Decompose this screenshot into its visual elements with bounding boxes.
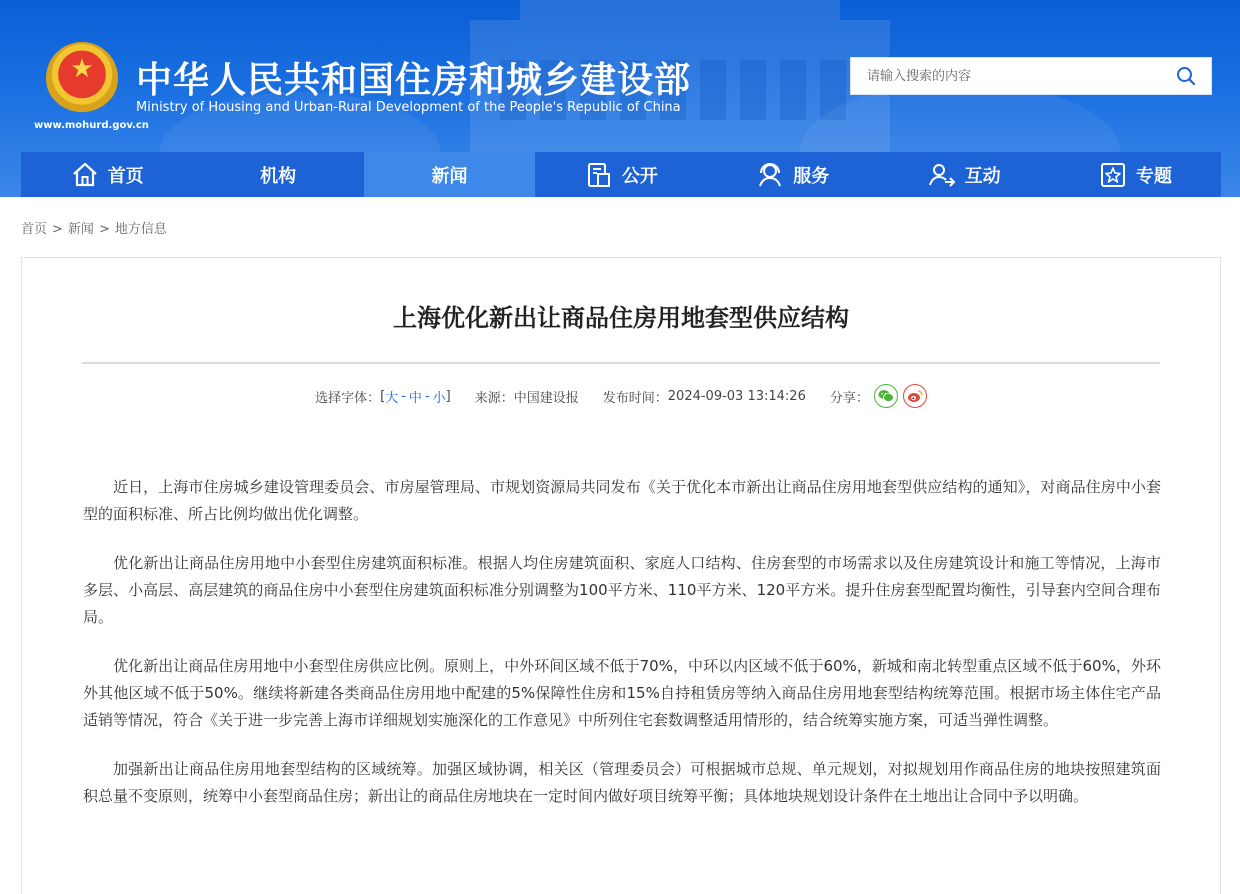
font-size-bracket-open: [: [380, 388, 386, 404]
weibo-icon[interactable]: [903, 384, 927, 408]
search-box: [850, 57, 1212, 95]
nav-label: 公开: [621, 165, 658, 187]
nav-item-news[interactable]: [364, 152, 535, 197]
article-body: [83, 474, 1161, 832]
breadcrumb: [21, 218, 167, 237]
breadcrumb-separator: >: [52, 222, 63, 237]
article-paragraph: 优化新出让商品住房用地中小套型住房供应比例。原则上，中外环间区域不低于70%，中环以内区域不低于60%，新城和南北转型重点区域不低于60%，外环外其他区域不低于50%。继续将新建各类商品住房用地中配建的5%保障性住房和15%自持租赁房等纳入商品住房用地套型结构统筹范围。根据市场主体住宅产品适销等情况，符合《关于进一步完善上海市详细规划实施深化的工作意见》中所列住宅套数调整适用情形的，结合统筹实施方案，可适当弹性调整。: [83, 657, 1161, 729]
share-label: 分享：: [829, 390, 869, 406]
main-nav: [21, 152, 1221, 197]
national-emblem-icon: ★: [46, 42, 118, 114]
nav-label: 专题: [1136, 165, 1173, 187]
nav-item-open[interactable]: [535, 152, 706, 197]
site-title: 中华人民共和国住房和城乡建设部: [136, 60, 692, 101]
article-meta: [22, 384, 1220, 408]
nav-label: 首页: [107, 165, 144, 187]
breadcrumb-local-info[interactable]: 地方信息: [114, 222, 167, 237]
font-large-button[interactable]: 大: [385, 390, 399, 406]
breadcrumb-news[interactable]: 新闻: [67, 222, 94, 237]
document-icon: [584, 160, 614, 190]
nav-label: 互动: [964, 165, 1001, 187]
article-paragraph: 近日，上海市住房城乡建设管理委员会、市房屋管理局、市规划资源局共同发布《关于优化本市新出让商品住房用地套型供应结构的通知》，对商品住房中小套型的面积标准、所占比例均做出优化调整。: [83, 478, 1161, 523]
star-box-icon: [1098, 160, 1128, 190]
title-divider: [82, 362, 1160, 364]
share-bar: [830, 384, 927, 408]
search-input[interactable]: [851, 58, 1161, 94]
nav-item-org[interactable]: [192, 152, 363, 197]
site-url: www.mohurd.gov.cn: [34, 120, 149, 131]
nav-item-home[interactable]: [21, 152, 192, 197]
home-icon: [70, 160, 100, 190]
source-label: 来源：: [474, 390, 514, 406]
font-size-bracket-close: ]: [445, 388, 451, 404]
article-source: [475, 387, 579, 406]
wechat-icon[interactable]: [874, 384, 898, 408]
article-title: 上海优化新出让商品住房用地套型供应结构: [393, 304, 849, 332]
publish-time-label: 发布时间：: [602, 390, 668, 406]
source-value: 中国建设报: [513, 390, 579, 406]
article-paragraph: 加强新出让商品住房用地套型结构的区域统筹。加强区域协调，相关区（管理委员会）可根据城市总规、单元规划，对拟规划用作商品住房的地块按照建筑面积总量不变原则，统筹中小套型商品住房；新出让的商品住房地块在一定时间内做好项目统筹平衡；具体地块规划设计条件在土地出让合同中予以明确。: [83, 760, 1161, 805]
search-button[interactable]: [1161, 58, 1211, 94]
nav-item-topics[interactable]: [1049, 152, 1220, 197]
article-container: [21, 257, 1221, 894]
breadcrumb-separator: >: [98, 222, 110, 237]
nav-item-interact[interactable]: [878, 152, 1049, 197]
font-size-label: 选择字体：: [315, 390, 381, 406]
interact-icon: [927, 160, 957, 190]
site-logo[interactable]: [34, 42, 149, 132]
publish-time-value: 2024-09-03 13:14:26: [667, 388, 806, 404]
nav-label: 新闻: [431, 165, 468, 187]
service-icon: [755, 160, 785, 190]
article-paragraph: 优化新出让商品住房用地中小套型住房建筑面积标准。根据人均住房建筑面积、家庭人口结构、住房套型的市场需求以及住房建筑设计和施工等情况，上海市多层、小高层、高层建筑的商品住房中小套型住房建筑面积标准分别调整为100平方米、110平方米、120平方米。提升住房套型配置均衡性，引导套内空间合理布局。: [83, 554, 1161, 626]
nav-label: 服务: [793, 165, 830, 187]
publish-time: [603, 387, 806, 406]
nav-label: 机构: [260, 165, 297, 187]
site-subtitle: Ministry of Housing and Urban-Rural Development of the People's Republic of China: [136, 100, 681, 115]
font-small-button[interactable]: 小: [432, 390, 446, 406]
breadcrumb-home[interactable]: 首页: [21, 222, 48, 237]
font-medium-button[interactable]: 中: [408, 390, 422, 406]
nav-item-service[interactable]: [707, 152, 878, 197]
font-size-selector: 选择字体： [ 大 - 中 - 小 ]: [315, 388, 451, 406]
search-icon: [1176, 66, 1196, 86]
